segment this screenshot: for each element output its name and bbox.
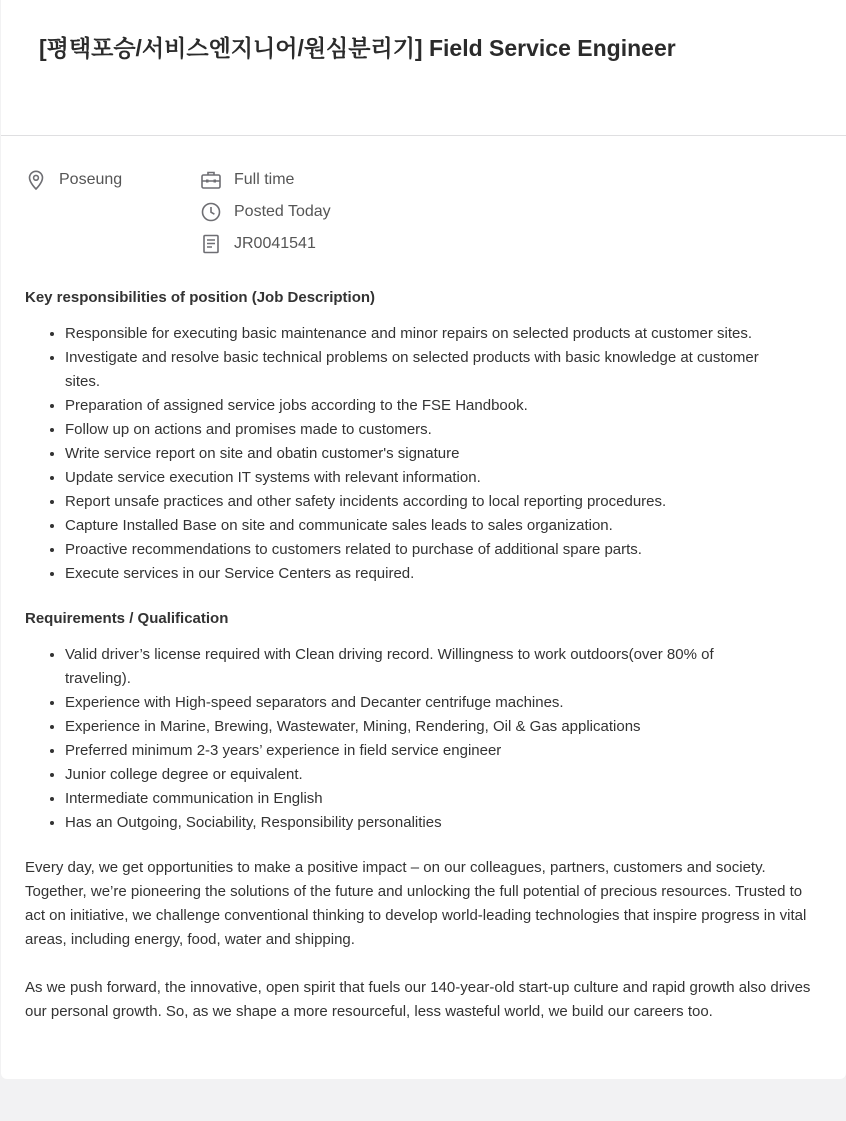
document-icon: [199, 232, 223, 256]
list-item: • Experience with High-speed separators and Decanter centrifuge machines.: [65, 691, 765, 715]
company-description: [25, 856, 825, 1024]
requirements-heading: Requirements / Qualification: [25, 610, 229, 627]
list-item: • Report unsafe practices and other safety incidents according to local reporting procedures.: [65, 490, 765, 514]
company-paragraph: Every day, we get opportunities to make a positive impact – on our colleagues, partners, customers and society. Together, we’re pioneering the solutions of the future and unlocking the full potential of precious resources. Trusted to act on initiative, we challenge conventional thinking to develop world-leading technologies that inspire progress in vital areas, including energy, food, water and shipping.: [25, 859, 807, 948]
job-location: [24, 166, 122, 194]
job-meta: [1, 166, 846, 266]
list-item: • Capture Installed Base on site and communicate sales leads to sales organization.: [65, 514, 765, 538]
job-title: [평택포승/서비스엔지니어/원심분리기] Field Service Engineer: [39, 35, 676, 61]
list-item: • Investigate and resolve basic technical problems on selected products with basic knowledge at customer sites.: [65, 346, 765, 394]
list-item: • Follow up on actions and promises made to customers.: [65, 418, 765, 442]
location-text: Poseung: [59, 171, 123, 188]
list-item: • Execute services in our Service Centers as required.: [65, 562, 765, 586]
job-posted-date: [199, 198, 331, 226]
employment-type-text: Full time: [234, 171, 295, 188]
list-item: • Has an Outgoing, Sociability, Responsibility personalities: [65, 811, 765, 835]
list-item: • Write service report on site and obatin customer's signature: [65, 442, 765, 466]
job-requisition-id: [199, 230, 316, 258]
list-item: • Responsible for executing basic maintenance and minor repairs on selected products at customer sites.: [65, 322, 765, 346]
list-item: • Valid driver’s license required with Clean driving record. Willingness to work outdoors(over 80% of traveling).: [65, 643, 765, 691]
company-paragraph: As we push forward, the innovative, open spirit that fuels our 140-year-old start-up culture and rapid growth also drives our personal growth. So, as we shape a more resourceful, less wasteful world, we build our careers too.: [25, 979, 811, 1020]
list-item: • Intermediate communication in English: [65, 787, 765, 811]
list-item: • Preferred minimum 2-3 years’ experience in field service engineer: [65, 739, 765, 763]
job-description: [25, 286, 825, 1024]
list-item: • Proactive recommendations to customers related to purchase of additional spare parts.: [65, 538, 765, 562]
requirements-list: [25, 643, 765, 835]
list-item: • Preparation of assigned service jobs according to the FSE Handbook.: [65, 394, 765, 418]
job-employment-type: [199, 166, 294, 194]
list-item: • Experience in Marine, Brewing, Wastewater, Mining, Rendering, Oil & Gas applications: [65, 715, 765, 739]
job-id-text: JR0041541: [234, 235, 316, 252]
job-header: [1, 0, 846, 136]
responsibilities-heading: Key responsibilities of position (Job Description): [25, 289, 376, 306]
map-pin-icon: [24, 168, 48, 192]
posted-text: Posted Today: [234, 203, 331, 220]
briefcase-icon: [199, 168, 223, 192]
responsibilities-list: [25, 322, 765, 586]
clock-icon: [199, 200, 223, 224]
list-item: • Junior college degree or equivalent.: [65, 763, 765, 787]
job-posting-card: [1, 0, 846, 1079]
list-item: • Update service execution IT systems with relevant information.: [65, 466, 765, 490]
